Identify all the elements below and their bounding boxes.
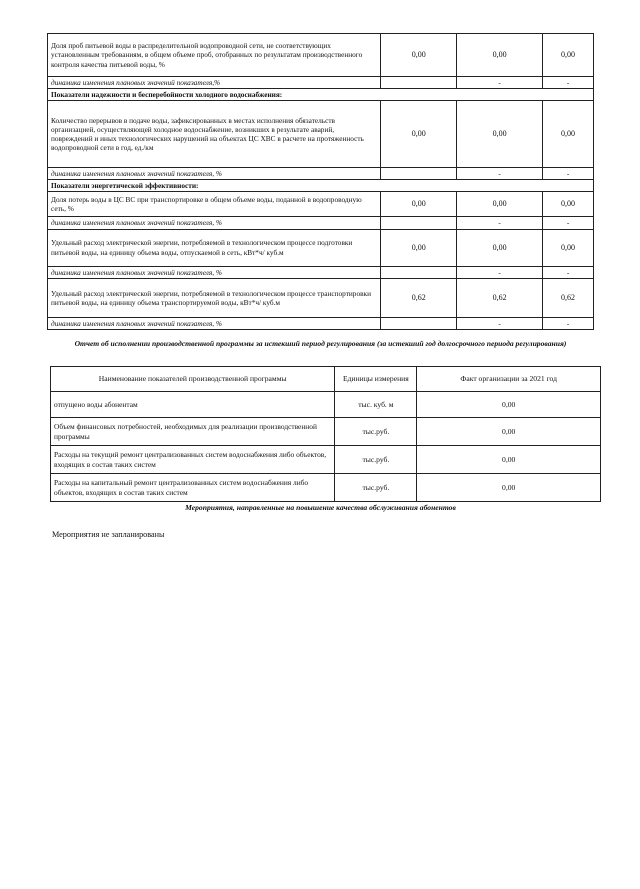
indicator-value (381, 77, 457, 89)
indicator-name: Доля проб питьевой воды в распределительной водопроводной сети, не соответствующих установленным требованиям, в общем объеме проб, отобранных по результатам производственного контроля качества питьевой воды, % (48, 34, 381, 77)
indicator-value: 0,00 (457, 229, 543, 266)
program-item-name: Расходы на капитальный ремонт централизованных систем водоснабжения либо объектов, входящих в состав таких систем (51, 474, 335, 502)
program-item-fact: 0,00 (417, 418, 601, 446)
indicator-value: - (543, 266, 594, 278)
indicator-value: - (543, 168, 594, 180)
report-title: Отчет об исполнении производственной программы за истекший период регулирования (за истекший год долгосрочного периода регулирования) (74, 339, 567, 348)
dynamics-label: динамика изменения плановых значений показателя, % (48, 266, 381, 278)
indicator-value: - (543, 77, 594, 89)
table-row (48, 217, 594, 229)
indicator-name: Удельный расход электрической энергии, потребляемой в технологическом процессе транспортировки питьевой воды, на единицу объема транспортируемой воды, кВт*ч/ куб.м (48, 278, 381, 317)
indicator-value: 0,00 (381, 229, 457, 266)
table-header-row (51, 367, 601, 392)
indicator-value: - (457, 77, 543, 89)
indicator-value: 0,00 (543, 192, 594, 217)
section-header: Показатели энергетической эффективности: (48, 180, 594, 192)
table-row (48, 192, 594, 217)
table-row (48, 34, 594, 77)
indicator-value: 0,00 (543, 34, 594, 77)
indicator-name: Удельный расход электрической энергии, потребляемой в технологическом процессе подготовки питьевой воды, на единицу объема воды, отпускаемой в сеть, кВт*ч/ куб.м (48, 229, 381, 266)
table-row (48, 317, 594, 329)
indicator-value (381, 217, 457, 229)
table-row (51, 418, 601, 446)
indicator-value: 0,00 (457, 34, 543, 77)
table-row (51, 474, 601, 502)
table-row (48, 168, 594, 180)
program-item-name: Объем финансовых потребностей, необходимых для реализации производственной программы (51, 418, 335, 446)
header-name: Наименование показателей производственной программы (51, 367, 335, 392)
indicator-value (381, 317, 457, 329)
indicator-value (381, 168, 457, 180)
indicator-value: - (457, 266, 543, 278)
indicator-value: 0,00 (381, 101, 457, 168)
indicator-value: - (457, 217, 543, 229)
table-row (48, 266, 594, 278)
dynamics-label: динамика изменения плановых значений показателя, % (48, 317, 381, 329)
indicator-value: 0,00 (543, 229, 594, 266)
program-item-unit: тыс.руб. (335, 446, 417, 474)
indicator-value: - (543, 317, 594, 329)
header-fact: Факт организации за 2021 год (417, 367, 601, 392)
program-item-fact: 0,00 (417, 474, 601, 502)
program-item-name: Расходы на текущий ремонт централизованных систем водоснабжения либо объектов, входящих в состав таких систем (51, 446, 335, 474)
program-item-name: отпущено воды абонентам (51, 392, 335, 418)
indicator-value: 0,00 (457, 192, 543, 217)
indicator-value: - (457, 317, 543, 329)
program-item-unit: тыс.руб. (335, 418, 417, 446)
table-row (48, 89, 594, 101)
program-item-unit: тыс. куб. м (335, 392, 417, 418)
table-row (48, 278, 594, 317)
indicators-table (47, 33, 594, 330)
program-item-unit: тыс.руб. (335, 474, 417, 502)
indicator-value: - (543, 217, 594, 229)
dynamics-label: динамика изменения плановых значений показателя,% (48, 77, 381, 89)
production-program-table (50, 366, 601, 502)
indicator-name: Количество перерывов в подаче воды, зафиксированных в местах исполнения обязательств организацией, осуществляющей холодное водоснабжение, возникших в результате аварий, повреждений и иных технологических нарушений на объектах ЦС ХВС в расчете на протяженность водопроводной сети в год, ед./км (48, 101, 381, 168)
indicator-value: 0,62 (543, 278, 594, 317)
indicator-value: 0,00 (381, 34, 457, 77)
section-header: Показатели надежности и бесперебойности холодного водоснабжения: (48, 89, 594, 101)
dynamics-label: динамика изменения плановых значений показателя, % (48, 168, 381, 180)
measures-title: Мероприятия, направленные на повышение качества обслуживания абонентов (185, 503, 456, 512)
measures-note: Мероприятия не запланированы (52, 530, 165, 539)
table-row (48, 180, 594, 192)
indicator-value: 0,62 (457, 278, 543, 317)
indicator-name: Доля потерь воды в ЦС ВС при транспортировке в общем объеме воды, поданной в водопроводную сеть, % (48, 192, 381, 217)
dynamics-label: динамика изменения плановых значений показателя, % (48, 217, 381, 229)
table-row (48, 77, 594, 89)
program-item-fact: 0,00 (417, 446, 601, 474)
indicator-value: - (457, 168, 543, 180)
indicator-value: 0,00 (543, 101, 594, 168)
indicator-value: 0,62 (381, 278, 457, 317)
indicator-value: 0,00 (457, 101, 543, 168)
program-item-fact: 0,00 (417, 392, 601, 418)
table-row (51, 446, 601, 474)
table-row (48, 101, 594, 168)
header-unit: Единицы измерения (335, 367, 417, 392)
indicator-value (381, 266, 457, 278)
table-row (51, 392, 601, 418)
table-row (48, 229, 594, 266)
indicator-value: 0,00 (381, 192, 457, 217)
